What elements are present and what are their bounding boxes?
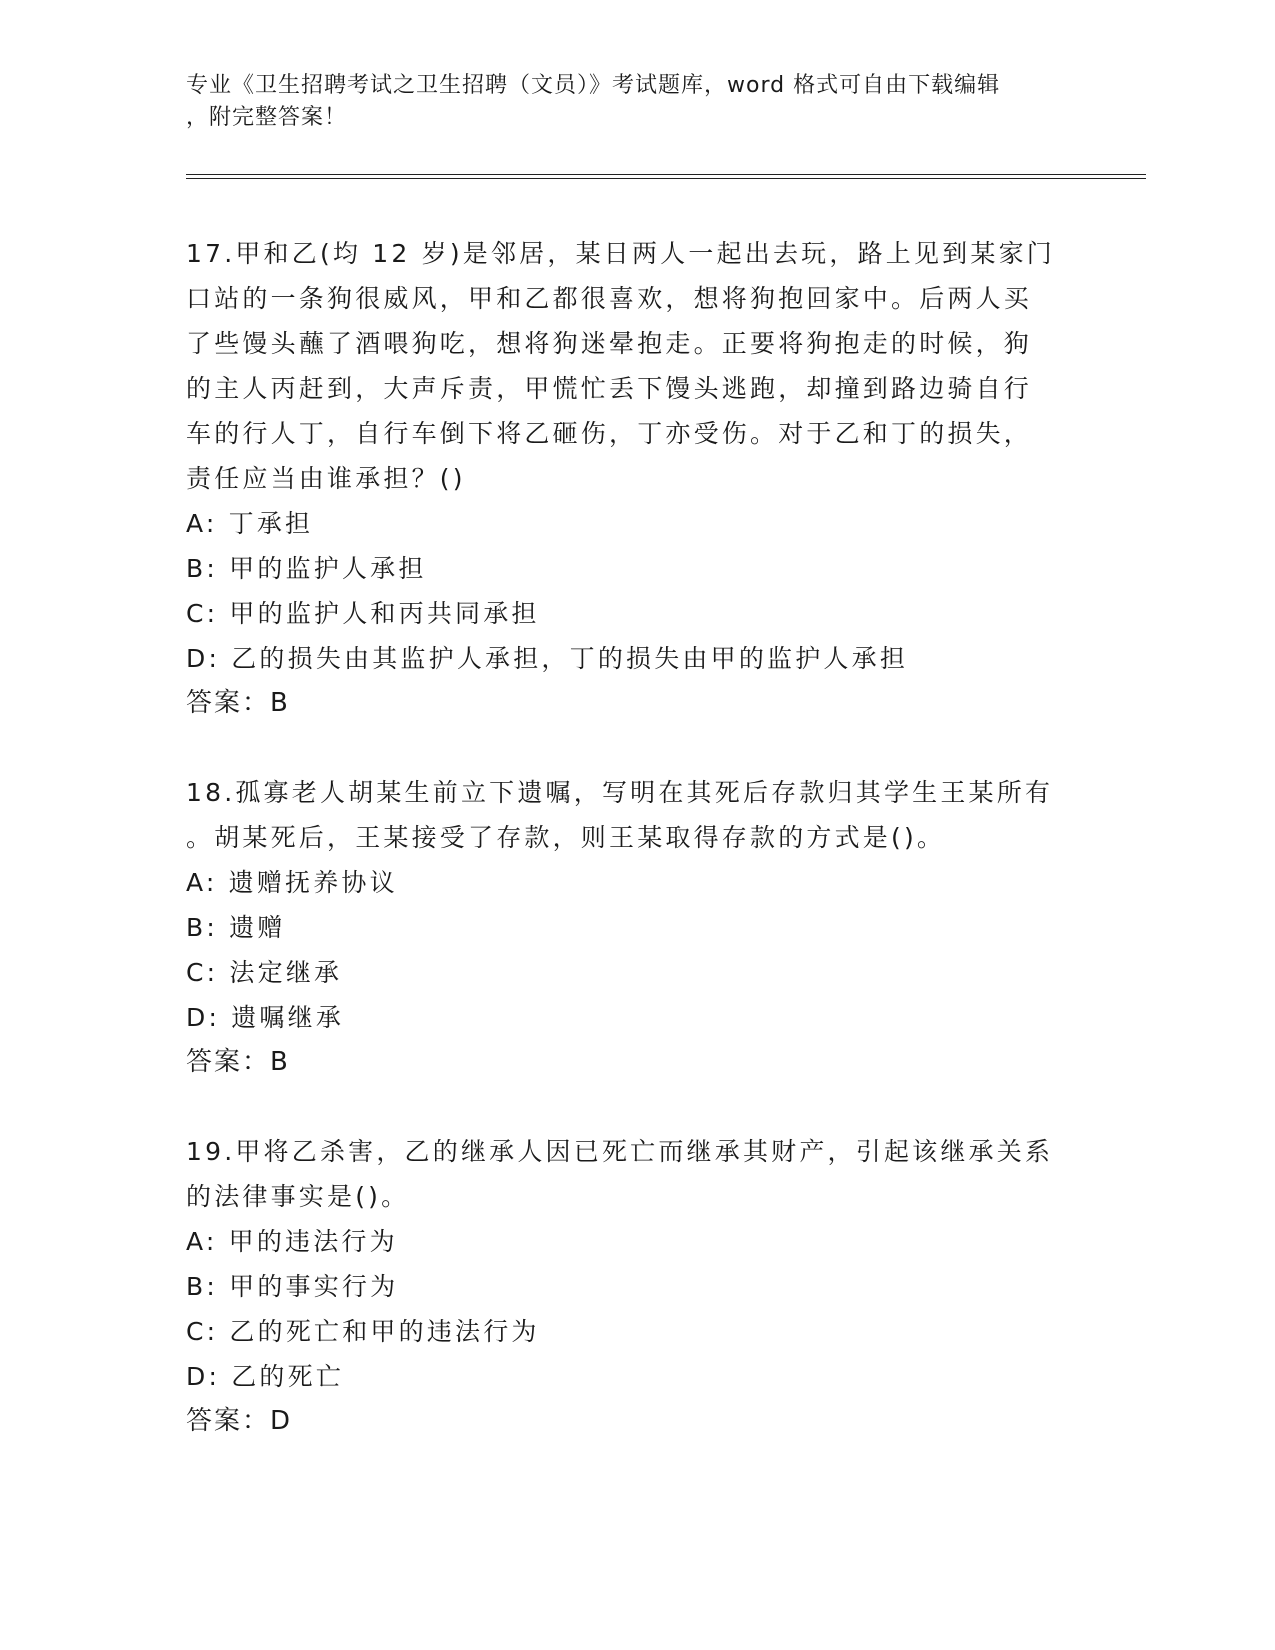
answer-line: [186, 681, 1146, 726]
option-a: A: 遗赠抚养协议: [186, 868, 398, 897]
option-d: D: 乙的死亡: [186, 1362, 345, 1391]
question-17: [186, 231, 1146, 726]
header-divider: [186, 174, 1146, 179]
option-d: D: 乙的损失由其监护人承担，丁的损失由甲的监护人承担: [186, 644, 909, 673]
answer-line: [186, 1399, 1146, 1444]
question-text-line: 责任应当由谁承担？(): [186, 464, 466, 493]
question-text-line: 。胡某死后，王某接受了存款，则王某取得存款的方式是()。: [186, 823, 946, 852]
answer-line: [186, 1040, 1146, 1085]
question-text-line: 的主人丙赶到，大声斥责，甲慌忙丢下馒头逃跑，却撞到路边骑自行: [186, 374, 1033, 403]
question-text-line: 了些馒头蘸了酒喂狗吃，想将狗迷晕抱走。正要将狗抱走的时候，狗: [186, 329, 1033, 358]
document-page: [186, 70, 1146, 1488]
question-text-line: 17.甲和乙(均 12 岁)是邻居，某日两人一起出去玩，路上见到某家门: [186, 239, 1055, 268]
question-text-line: 18.孤寡老人胡某生前立下遗嘱，写明在其死后存款归其学生王某所有: [186, 778, 1054, 807]
option-a: A: 甲的违法行为: [186, 1227, 398, 1256]
question-text-line: 19.甲将乙杀害，乙的继承人因已死亡而继承其财产，引起该继承关系: [186, 1137, 1054, 1166]
answer-value: B: [270, 688, 288, 718]
option-c: C: 法定继承: [186, 958, 343, 987]
answer-label: 答案：: [186, 1047, 271, 1077]
document-header: [186, 70, 1146, 134]
question-19: [186, 1129, 1146, 1444]
option-c: C: 乙的死亡和甲的违法行为: [186, 1317, 540, 1346]
question-text-line: 车的行人丁，自行车倒下将乙砸伤，丁亦受伤。对于乙和丁的损失，: [186, 419, 1033, 448]
option-c: C: 甲的监护人和丙共同承担: [186, 599, 540, 628]
option-b: B: 甲的事实行为: [186, 1272, 399, 1301]
option-d: D: 遗嘱继承: [186, 1003, 345, 1032]
question-list: [186, 231, 1146, 1444]
header-line: ，附完整答案！: [186, 105, 348, 130]
question-text-line: 的法律事实是()。: [186, 1182, 410, 1211]
option-a: A: 丁承担: [186, 509, 314, 538]
question-text-line: 口站的一条狗很威风，甲和乙都很喜欢，想将狗抱回家中。后两人买: [186, 284, 1033, 313]
answer-value: D: [270, 1406, 291, 1436]
answer-label: 答案：: [186, 1406, 271, 1436]
option-b: B: 甲的监护人承担: [186, 554, 427, 583]
header-line: 专业《卫生招聘考试之卫生招聘（文员）》考试题库，word 格式可自由下载编辑: [186, 73, 1001, 98]
option-b: B: 遗赠: [186, 913, 286, 942]
answer-value: B: [270, 1047, 288, 1077]
question-18: [186, 770, 1146, 1085]
answer-label: 答案：: [186, 688, 271, 718]
